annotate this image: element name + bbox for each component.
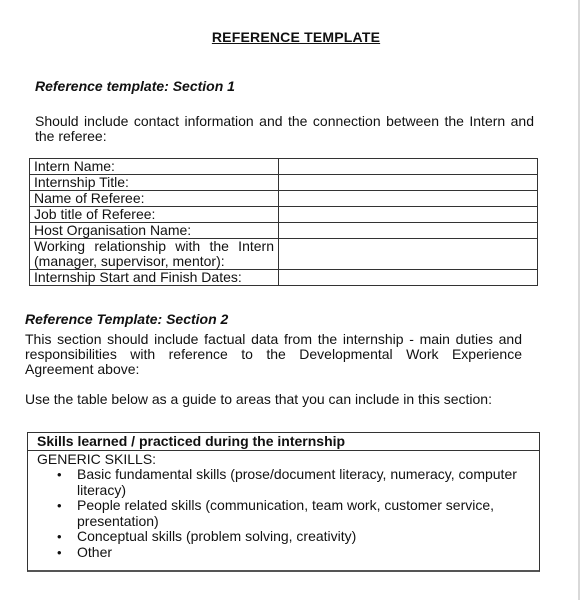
table-row <box>30 223 538 239</box>
bullet-icon: • <box>57 544 62 560</box>
row-label: Job title of Referee: <box>30 207 279 223</box>
row-value[interactable] <box>279 270 538 286</box>
row-label: Host Organisation Name: <box>30 223 279 239</box>
row-label: Name of Referee: <box>30 191 279 207</box>
section-2-intro: This section should include factual data from the internship - main duties and responsibilities with reference to the Developmental Work Experience Agreement above: <box>25 331 522 377</box>
row-label: Internship Title: <box>30 175 279 191</box>
list-item <box>28 498 539 529</box>
list-item <box>28 467 539 498</box>
row-value[interactable] <box>279 223 538 239</box>
skill-text: Basic fundamental skills (prose/document literacy, numeracy, computer literacy) <box>77 466 517 498</box>
skill-text: Other <box>77 543 113 560</box>
document-title: REFERENCE TEMPLATE <box>211 29 381 45</box>
row-label: Working relationship with the Intern (manager, supervisor, mentor): <box>30 239 279 270</box>
contact-info-table <box>29 158 538 286</box>
row-label: Internship Start and Finish Dates: <box>30 270 279 286</box>
row-value[interactable] <box>279 207 538 223</box>
row-value[interactable] <box>279 175 538 191</box>
section-2-guide: Use the table below as a guide to areas that you can include in this section: <box>25 391 492 407</box>
bullet-icon: • <box>57 529 62 544</box>
bullet-icon: • <box>57 467 62 482</box>
table-row <box>30 159 538 175</box>
skills-table-heading: Skills learned / practiced during the internship <box>28 433 539 451</box>
skill-text: People related skills (communication, team work, customer service, presentation) <box>77 497 495 529</box>
row-label: Intern Name: <box>30 159 279 175</box>
table-row <box>30 191 538 207</box>
section-1-intro: Should include contact information and the connection between the Intern and the referee: <box>35 113 534 144</box>
row-value[interactable] <box>279 159 538 175</box>
section-2-heading: Reference Template: Section 2 <box>25 311 229 327</box>
bullet-icon: • <box>57 498 62 513</box>
table-row <box>30 207 538 223</box>
table-row <box>30 239 538 270</box>
row-value[interactable] <box>279 239 538 270</box>
skills-table <box>27 432 540 572</box>
table-row <box>30 270 538 286</box>
row-value[interactable] <box>279 191 538 207</box>
section-1-heading: Reference template: Section 1 <box>35 78 235 94</box>
list-item <box>28 545 539 561</box>
skills-list <box>28 467 539 560</box>
skill-text: Conceptual skills (problem solving, creativity) <box>77 528 357 544</box>
generic-skills-label: GENERIC SKILLS: <box>37 451 157 467</box>
table-row <box>30 175 538 191</box>
list-item <box>28 529 539 545</box>
